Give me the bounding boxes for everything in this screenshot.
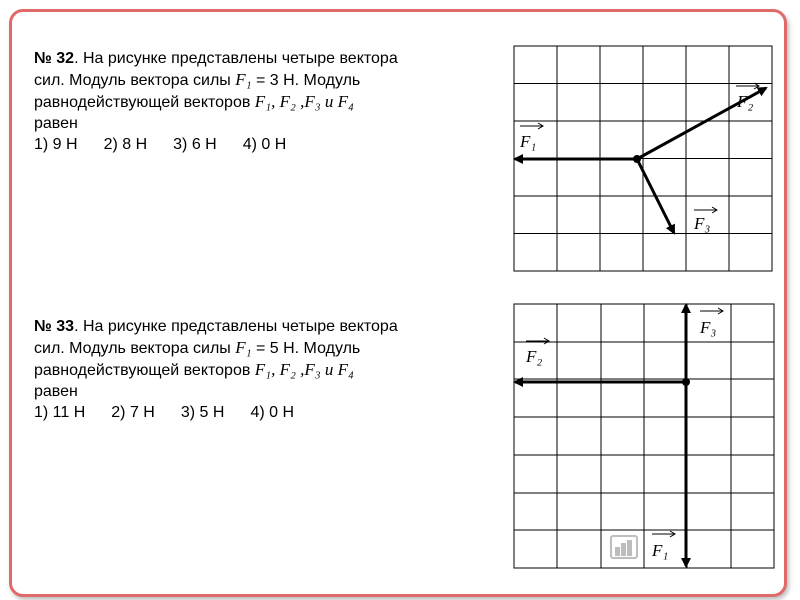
- label-f2: F₂: [737, 92, 754, 111]
- problem-32-text: [34, 48, 494, 155]
- label-f1: F₁: [652, 541, 669, 560]
- label-f2-group: [736, 83, 759, 111]
- origin-point: [682, 378, 690, 386]
- problem-line: = 3 Н. Модуль: [251, 72, 361, 89]
- problem-line: равнодействующей векторов: [34, 362, 255, 379]
- force-symbol: F₁: [235, 338, 252, 357]
- problem-line: равен: [34, 115, 78, 132]
- answer-option: 4) 0 Н: [242, 136, 287, 153]
- label-f3-group: [693, 207, 717, 233]
- label-f1: F₁: [520, 132, 537, 151]
- problem-line: равен: [34, 383, 78, 400]
- problem-line: . На рисунке представлены четыре вектора: [74, 318, 398, 335]
- problem-line: равнодействующей векторов: [34, 94, 255, 111]
- vector-diagram-32: [508, 40, 778, 276]
- grid: [514, 304, 774, 568]
- answer-options: [34, 134, 494, 155]
- vectors-list: F₁, F₂ ,F₃ и F₄: [254, 360, 354, 379]
- answer-option: 2) 7 Н: [111, 404, 155, 421]
- answer-option: 2) 8 Н: [103, 136, 148, 153]
- problem-line: сил. Модуль вектора силы: [34, 340, 236, 357]
- answer-option: 1) 9 Н: [34, 136, 78, 153]
- answer-option: 1) 11 Н: [34, 404, 86, 421]
- answer-options: [34, 402, 494, 423]
- vectors-list: F₁, F₂ ,F₃ и F₄: [254, 92, 354, 111]
- label-f3: F₃: [700, 318, 717, 337]
- slideshow-logo-icon: [611, 536, 637, 558]
- vector-diagram-33: [506, 296, 778, 576]
- label-f3: F₃: [694, 214, 711, 233]
- problem-line: . На рисунке представлены четыре вектора: [74, 50, 398, 67]
- problem-line: = 5 Н. Модуль: [251, 340, 361, 357]
- answer-option: 4) 0 Н: [250, 404, 295, 421]
- force-symbol: F₁: [235, 70, 252, 89]
- problem-number: № 32: [34, 50, 75, 67]
- answer-option: 3) 6 Н: [173, 136, 217, 153]
- label-f3-group: [699, 308, 723, 337]
- label-f2: F₂: [526, 347, 543, 366]
- problem-number: № 33: [34, 318, 75, 335]
- answer-option: 3) 5 Н: [180, 404, 225, 421]
- problem-33-text: [34, 316, 494, 423]
- problem-line: сил. Модуль вектора силы: [34, 72, 236, 89]
- label-f1-group: [519, 123, 543, 151]
- origin-point: [633, 155, 641, 163]
- label-f1-group: [651, 531, 675, 560]
